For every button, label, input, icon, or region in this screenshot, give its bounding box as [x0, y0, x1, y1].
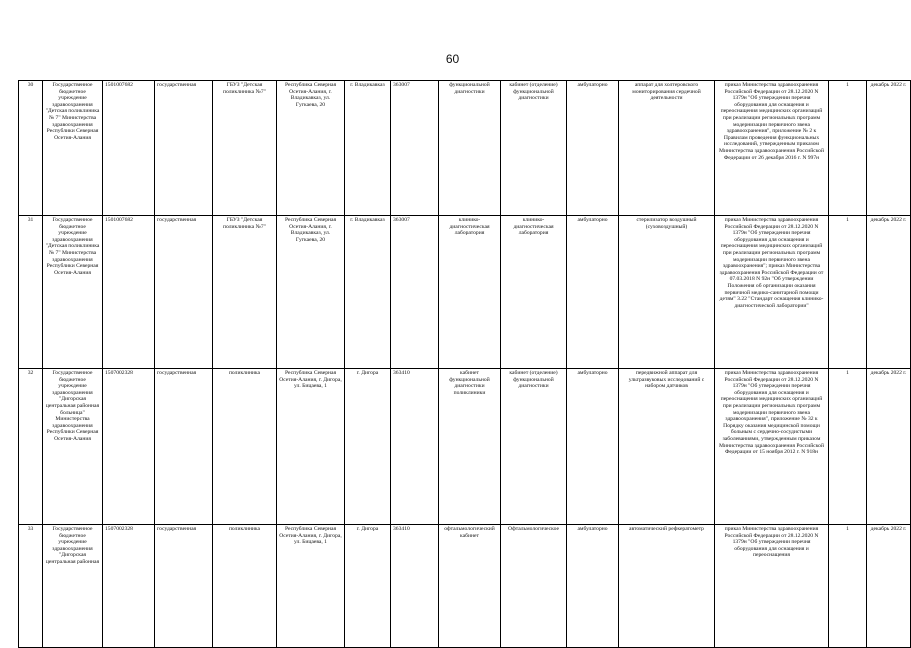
department-profile-cell: Офтальмологическое — [501, 525, 567, 648]
quantity-cell: 1 — [829, 525, 867, 648]
department-profile-cell: клинико-диагностическая лаборатория — [501, 216, 567, 369]
postal-code-cell: 363007 — [391, 216, 439, 369]
department-cell: кабинет функциональной диагностики поликлиники — [439, 369, 501, 525]
regulation-cell: приказ Министерства здравоохранения Российской Федерации от 28.12.2020 N 1379н "Об утверждении перечня оборудования для оснащения и переоснащения медицинских организаций при реализации региональных программ модернизации первичного звена здравоохранения", приложение № 2 к Правилам проведения функциональных исследований, утвержденным приказом Министерства здравоохранения Российской Федерации от 26 декабря 2016 г. N 997н — [715, 81, 829, 216]
inn-cell: 1501007682 — [103, 81, 155, 216]
organization-name-cell: Государственное бюджетное учреждение здравоохранения "Дигорская центральная районная больница" Министерства здравоохранения Республики Северная Осетия-Алания — [43, 369, 103, 525]
subdivision-cell: поликлиника — [213, 525, 277, 648]
inn-cell: 1507002328 — [103, 369, 155, 525]
address-cell: Республика Северная Осетия-Алания, г. Владикавказ, ул. Гугкаева, 20 — [277, 81, 345, 216]
quantity-cell: 1 — [829, 216, 867, 369]
regulation-cell: приказ Министерства здравоохранения Российской Федерации от 28.12.2020 N 1379н "Об утверждении перечня оборудования для оснащения и переоснащения медицинских организаций при реализации региональных программ модернизации первичного звена здравоохранения", приложение № 32 к Порядку оказания медицинской помощи больным с сердечно-сосудистыми заболеваниями, утвержденным приказом Министерства здравоохранения Российской Федерации от 15 ноября 2012 г. N 918н — [715, 369, 829, 525]
deadline-cell: декабрь 2022 г. — [867, 369, 911, 525]
equipment-name-cell: автоматический рефкератометр — [619, 525, 715, 648]
care-conditions-cell: амбулаторно — [567, 81, 619, 216]
row-number-cell: 31 — [19, 216, 43, 369]
equipment-table — [18, 80, 911, 648]
organization-name-cell: Государственное бюджетное учреждение здравоохранения "Детская поликлиника № 7" Министерства здравоохранения Республики Северная Осетия-Алания — [43, 81, 103, 216]
equipment-name-cell: стерилизатор воздушный (суховоздушный) — [619, 216, 715, 369]
equipment-table-container — [18, 80, 907, 640]
department-cell: клинико-диагностическая лаборатория — [439, 216, 501, 369]
locality-cell: г. Владикавказ — [345, 216, 391, 369]
address-cell: Республика Северная Осетия-Алания, г. Владикавказ, ул. Гугкаева, 20 — [277, 216, 345, 369]
table-row — [19, 525, 911, 648]
regulation-cell: приказ Министерства здравоохранения Российской Федерации от 28.12.2020 N 1379н "Об утверждении перечня оборудования для оснащения и переоснащения медицинских организаций при реализации региональных программ модернизации первичного звена здравоохранения"; приказ Министерства здравоохранения Российской Федерации от 07.03.2018 N 92н "Об утверждении Положения об организации оказания первичной медико-санитарной помощи детям" 3.22 "Стандарт оснащения клинико-диагностической лаборатории" — [715, 216, 829, 369]
care-conditions-cell: амбулаторно — [567, 216, 619, 369]
row-number-cell: 33 — [19, 525, 43, 648]
address-cell: Республика Северная Осетия-Алания, г. Дигора, ул. Бицаева, 1 — [277, 525, 345, 648]
postal-code-cell: 363410 — [391, 525, 439, 648]
postal-code-cell: 363007 — [391, 81, 439, 216]
locality-cell: г. Владикавказ — [345, 81, 391, 216]
subdivision-cell: поликлиника — [213, 369, 277, 525]
ownership-form-cell: государственная — [155, 369, 213, 525]
table-row — [19, 216, 911, 369]
deadline-cell: декабрь 2022 г. — [867, 216, 911, 369]
care-conditions-cell: амбулаторно — [567, 525, 619, 648]
inn-cell: 1501007682 — [103, 216, 155, 369]
department-cell: офтальмологический кабинет — [439, 525, 501, 648]
quantity-cell: 1 — [829, 369, 867, 525]
ownership-form-cell: государственная — [155, 216, 213, 369]
page-number: 60 — [445, 52, 460, 66]
regulation-cell: приказ Министерства здравоохранения Российской Федерации от 28.12.2020 N 1379н "Об утверждении перечня оборудования для оснащения и переоснащения — [715, 525, 829, 648]
department-cell: функциональной диагностики — [439, 81, 501, 216]
organization-name-cell: Государственное бюджетное учреждение здравоохранения "Детская поликлиника № 7" Министерства здравоохранения Республики Северная Осетия-Алания — [43, 216, 103, 369]
organization-name-cell: Государственное бюджетное учреждение здравоохранения "Дигорская центральная районная — [43, 525, 103, 648]
subdivision-cell: ГБУЗ "Детская поликлиника №7" — [213, 81, 277, 216]
row-number-cell: 30 — [19, 81, 43, 216]
row-number-cell: 32 — [19, 369, 43, 525]
table-body — [19, 81, 911, 648]
locality-cell: г. Дигора — [345, 525, 391, 648]
quantity-cell: 1 — [829, 81, 867, 216]
table-row — [19, 369, 911, 525]
ownership-form-cell: государственная — [155, 81, 213, 216]
care-conditions-cell: амбулаторно — [567, 369, 619, 525]
deadline-cell: декабрь 2022 г. — [867, 525, 911, 648]
postal-code-cell: 363410 — [391, 369, 439, 525]
address-cell: Республика Северная Осетия-Алания, г. Дигора, ул. Бицаева, 1 — [277, 369, 345, 525]
department-profile-cell: кабинет (отделение) функциональной диагностики — [501, 369, 567, 525]
locality-cell: г. Дигора — [345, 369, 391, 525]
table-row — [19, 81, 911, 216]
inn-cell: 1507002328 — [103, 525, 155, 648]
deadline-cell: декабрь 2022 г. — [867, 81, 911, 216]
subdivision-cell: ГБУЗ "Детская поликлиника №7" — [213, 216, 277, 369]
ownership-form-cell: государственная — [155, 525, 213, 648]
department-profile-cell: кабинет (отделение) функциональной диагностики — [501, 81, 567, 216]
equipment-name-cell: передвижной аппарат для ультразвуковых исследований с набором датчиков — [619, 369, 715, 525]
equipment-name-cell: аппарат для холтеровского мониторирования сердечной деятельности — [619, 81, 715, 216]
